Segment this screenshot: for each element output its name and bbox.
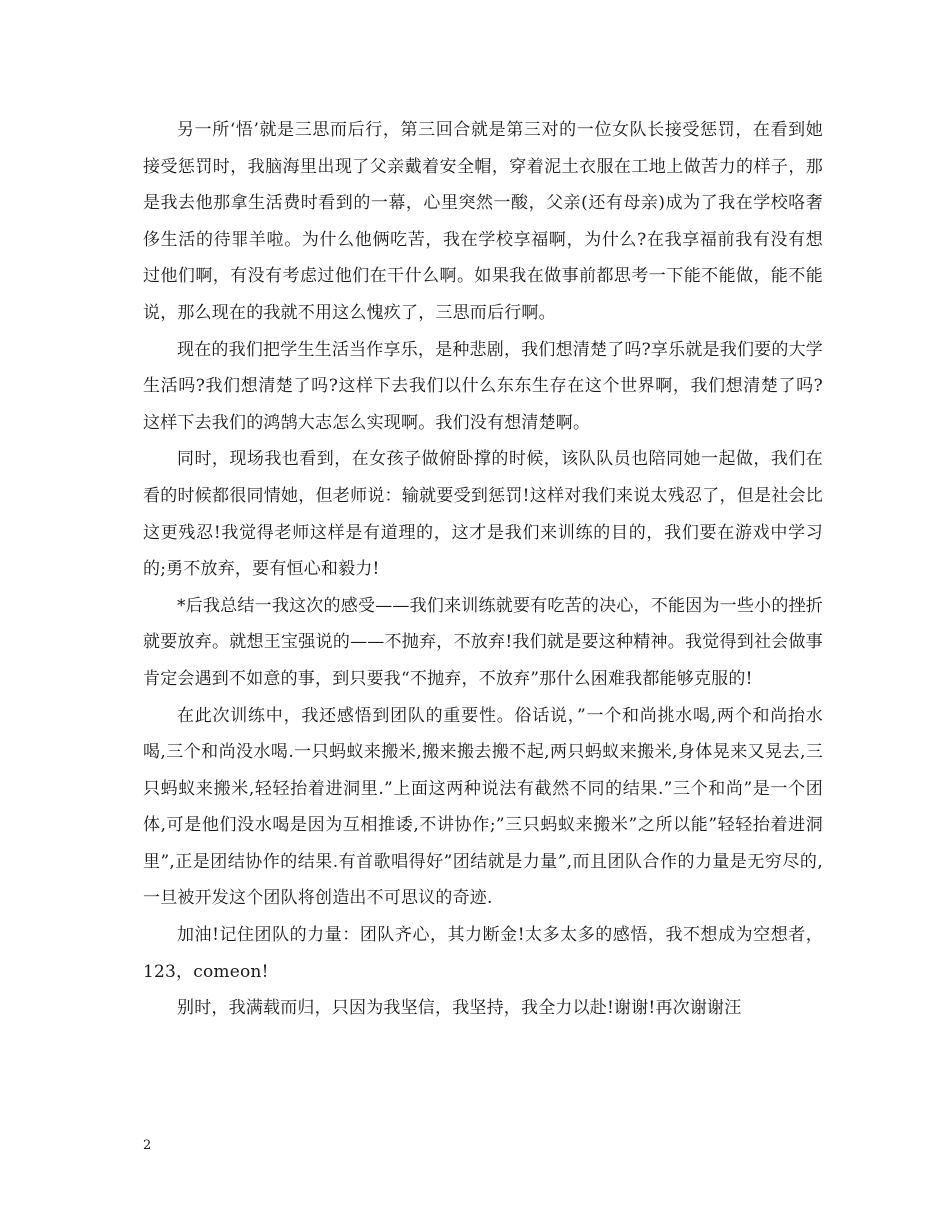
paragraph-5: 在此次训练中，我还感悟到团队的重要性。俗话说，”一个和尚挑水喝,两个和尚抬水喝,三个和尚没水喝.一只蚂蚁来搬米,搬来搬去搬不起,两只蚂蚁来搬米,身体晃来又晃去,三只蚂蚁来搬米,轻轻抬着进洞里.”上面这两种说法有截然不同的结果.”三个和尚”是一个团体,可是他们没水喝是因为互相推诿,不讲协作;”三只蚂蚁来搬米”之所以能”轻轻抬着进洞里”,正是团结协作的结果.有首歌唱得好”团结就是力量”,而且团队合作的力量是无穷尽的,一旦被开发这个团队将创造出不可思议的奇迹. [143, 705, 823, 909]
paragraph-2: 现在的我们把学生生活当作享乐，是种悲剧，我们想清楚了吗?享乐就是我们要的大学生活吗?我们想清楚了吗?这样下去我们以什么东东生存在这个世界啊，我们想清楚了吗?这样下去我们的鸿鹄大志怎么实现啊。我们没有想清楚啊。 [143, 339, 823, 433]
paragraph-6: 加油!记住团队的力量：团队齐心，其力断金!太多太多的感悟，我不想成为空想者，123，comeon! [143, 925, 823, 982]
page-number: 2 [143, 1138, 152, 1153]
paragraph-4: *后我总结一我这次的感受——我们来训练就要有吃苦的决心，不能因为一些小的挫折就要放弃。就想王宝强说的——不抛弃，不放弃!我们就是要这种精神。我觉得到社会做事肯定会遇到不如意的事，到只要我“不抛弃，不放弃”那什么困难我都能够克服的! [143, 595, 823, 689]
paragraph-7: 别时，我满载而归，只因为我坚信，我坚持，我全力以赴!谢谢!再次谢谢汪 [177, 998, 742, 1019]
paragraph-1: 另一所‘悟’就是三思而后行，第三回合就是第三对的一位女队长接受惩罚，在看到她接受惩罚时，我脑海里出现了父亲戴着安全帽，穿着泥土衣服在工地上做苦力的样子，那是我去他那拿生活费时看到的一幕，心里突然一酸，父亲(还有母亲)成为了我在学校咯奢侈生活的待罪羊啦。为什么他俩吃苦，我在学校享福啊，为什么?在我享福前我有没有想过他们啊，有没有考虑过他们在干什么啊。如果我在做事前都思考一下能不能做，能不能说，那么现在的我就不用这么愧疚了，三思而后行啊。 [143, 120, 823, 323]
document-body [143, 112, 823, 1027]
paragraph-3: 同时，现场我也看到，在女孩子做俯卧撑的时候，该队队员也陪同她一起做，我们在看的时候都很同情她，但老师说：输就要受到惩罚!这样对我们来说太残忍了，但是社会比这更残忍!我觉得老师这样是有道理的，这才是我们来训练的目的，我们要在游戏中学习的;勇不放弃，要有恒心和毅力! [143, 449, 823, 580]
